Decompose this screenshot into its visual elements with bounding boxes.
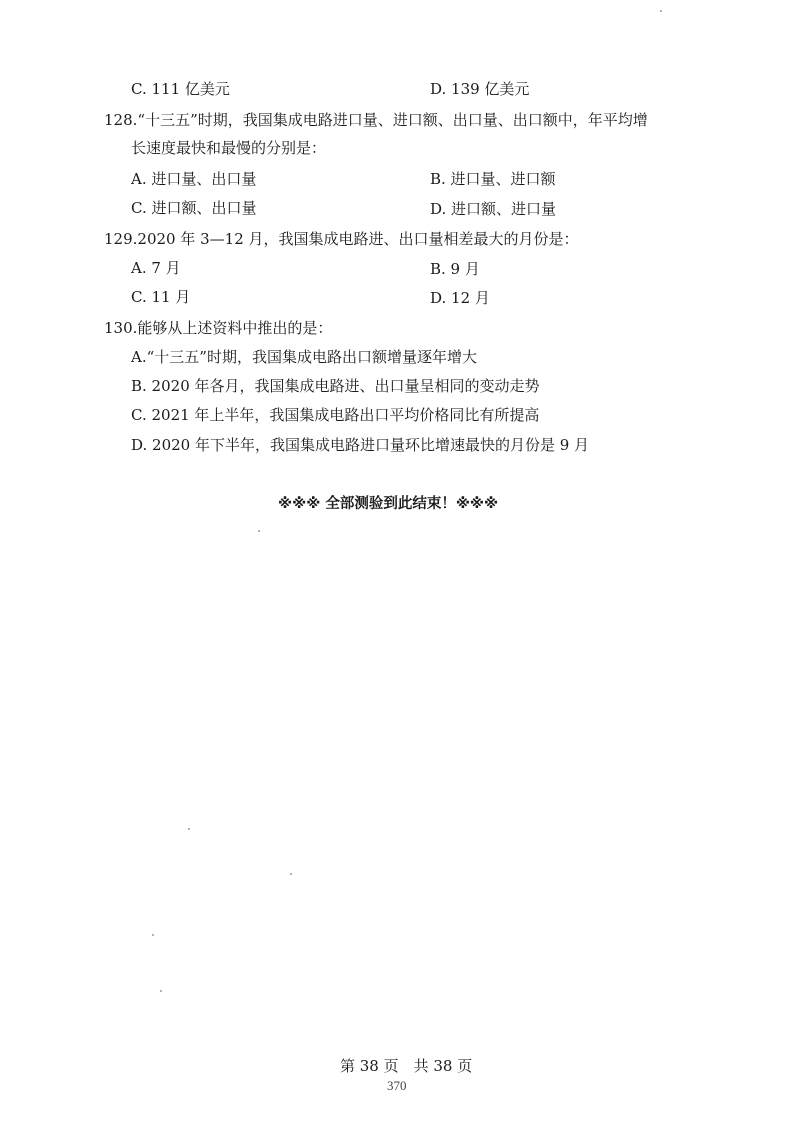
scan-speck [152, 934, 154, 936]
option-d: D. 进口额、进口量 [430, 200, 557, 218]
scan-speck [258, 530, 260, 532]
scan-speck [188, 828, 190, 830]
option-c: C. 111 亿美元 [131, 80, 230, 98]
option-d: D. 2020 年下半年，我国集成电路进口量环比增速最快的月份是 9 月 [131, 436, 590, 454]
option-a: A.“十三五”时期，我国集成电路出口额增量逐年增大 [131, 348, 477, 366]
option-b: B. 进口量、进口额 [430, 170, 556, 188]
option-d: D. 139 亿美元 [430, 80, 530, 98]
scan-speck [660, 10, 662, 12]
option-b: B. 2020 年各月，我国集成电路进、出口量呈相同的变动走势 [131, 377, 540, 395]
option-c: C. 进口额、出口量 [131, 199, 257, 217]
scan-speck [160, 990, 162, 992]
option-c: C. 2021 年上半年，我国集成电路出口平均价格同比有所提高 [131, 406, 540, 424]
scan-speck [290, 873, 292, 875]
option-d: D. 12 月 [430, 289, 490, 307]
option-c: C. 11 月 [131, 288, 191, 306]
page-number: 370 [387, 1078, 407, 1093]
option-b: B. 9 月 [430, 260, 480, 278]
option-a: A. 进口量、出口量 [131, 170, 257, 188]
question-stem-continued: 长速度最快和最慢的分别是： [131, 139, 327, 157]
question-stem: 128.“十三五”时期，我国集成电路进口量、进口额、出口量、出口额中，年平均增 [104, 111, 648, 129]
option-a: A. 7 月 [131, 259, 181, 277]
page-footer-label: 第 38 页 共 38 页 [340, 1057, 473, 1075]
question-stem: 129.2020 年 3—12 月，我国集成电路进、出口量相差最大的月份是： [104, 230, 579, 248]
end-notice: ※※※ 全部测验到此结束！※※※ [278, 496, 499, 512]
question-stem: 130.能够从上述资料中推出的是： [104, 319, 333, 337]
